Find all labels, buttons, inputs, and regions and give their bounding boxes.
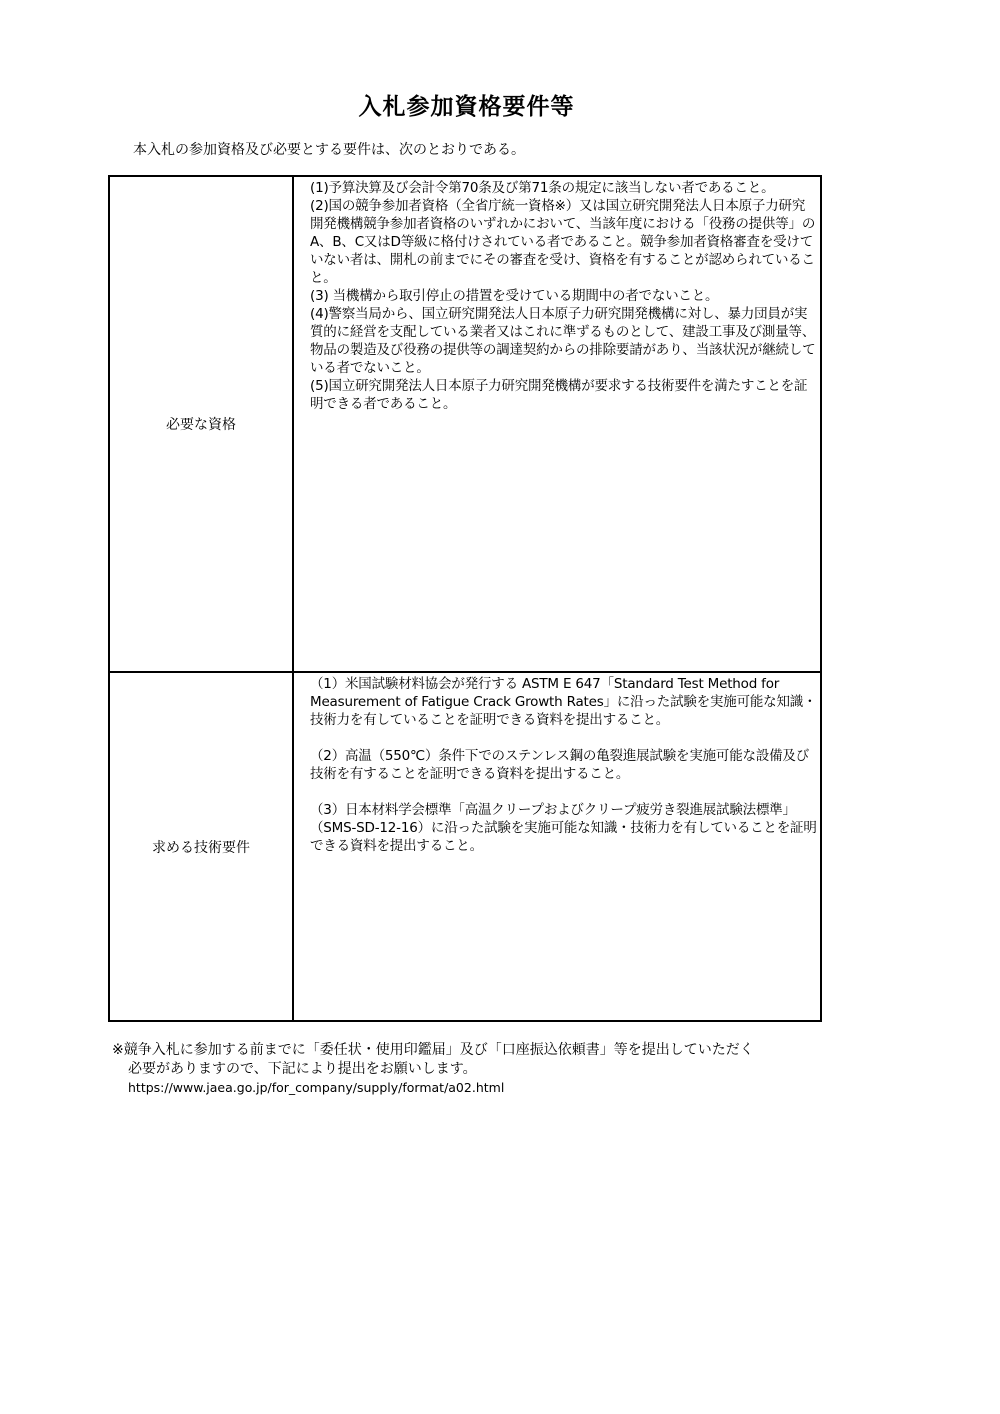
technical-item-3: （3）日本材料学会標準「高温クリープおよびクリープ疲労き裂進展試験法標準」（SMS-SD-12-16）に沿った試験を実施可能な知識・技術力を有していることを証明できる資料を提出すること。 xyxy=(310,802,817,854)
qualifications-label: 必要な資格 xyxy=(109,176,293,672)
qualification-item-2: (2)国の競争参加者資格（全省庁統一資格※）又は国立研究開発法人日本原子力研究開発機構競争参加者資格のいずれかにおいて、当該年度における「役務の提供等」のA、B、C又はD等級に格付けされている者であること。競争参加者資格審査を受けていない者は、開札の前までにその審査を受け、資格を有することが認められていること。 xyxy=(310,198,816,286)
intro-text: 本入札の参加資格及び必要とする要件は、次のとおりである。 xyxy=(133,142,525,158)
footnote-line-1: ※競争入札に参加する前までに「委任状・使用印鑑届」及び「口座振込依頼書」等を提出していただく xyxy=(112,1042,754,1058)
qualification-item-5: (5)国立研究開発法人日本原子力研究開発機構が要求する技術要件を満たすことを証明できる者であること。 xyxy=(310,378,808,412)
technical-item-1: （1）米国試験材料協会が発行する ASTM E 647「Standard Test Method for Measurement of Fatigue Crack Growth Rates」に沿った試験を実施可能な知識・技術力を有していることを証明できる資料を提出すること。 xyxy=(310,676,817,728)
footnote-line-2: 必要がありますので、下記により提出をお願いします。 xyxy=(128,1061,477,1077)
requirements-table xyxy=(108,175,822,1022)
technical-label: 求める技術要件 xyxy=(109,672,293,1021)
qualification-item-1: (1)予算決算及び会計令第70条及び第71条の規定に該当しない者であること。 xyxy=(310,180,775,196)
footnote xyxy=(112,1041,754,1097)
qualifications-content xyxy=(293,176,821,672)
technical-item-2: （2）高温（550℃）条件下でのステンレス鋼の亀裂進展試験を実施可能な設備及び技術を有することを証明できる資料を提出すること。 xyxy=(310,748,810,782)
qualification-item-3: (3) 当機構から取引停止の措置を受けている期間中の者でないこと。 xyxy=(310,288,719,304)
technical-content xyxy=(293,672,821,1021)
page-title: 入札参加資格要件等 xyxy=(358,94,575,120)
technical-row xyxy=(109,672,821,1021)
qualification-item-4: (4)警察当局から、国立研究開発法人日本原子力研究開発機構に対し、暴力団員が実質的に経営を支配している業者又はこれに準ずるものとして、建設工事及び測量等、物品の製造及び役務の提供等の調達契約からの排除要請があり、当該状況が継続している者でないこと。 xyxy=(310,306,816,376)
spacer xyxy=(310,783,818,801)
spacer xyxy=(310,729,818,747)
footnote-url[interactable]: https://www.jaea.go.jp/for_company/supply/format/a02.html xyxy=(128,1080,505,1095)
qualifications-row xyxy=(109,176,821,672)
